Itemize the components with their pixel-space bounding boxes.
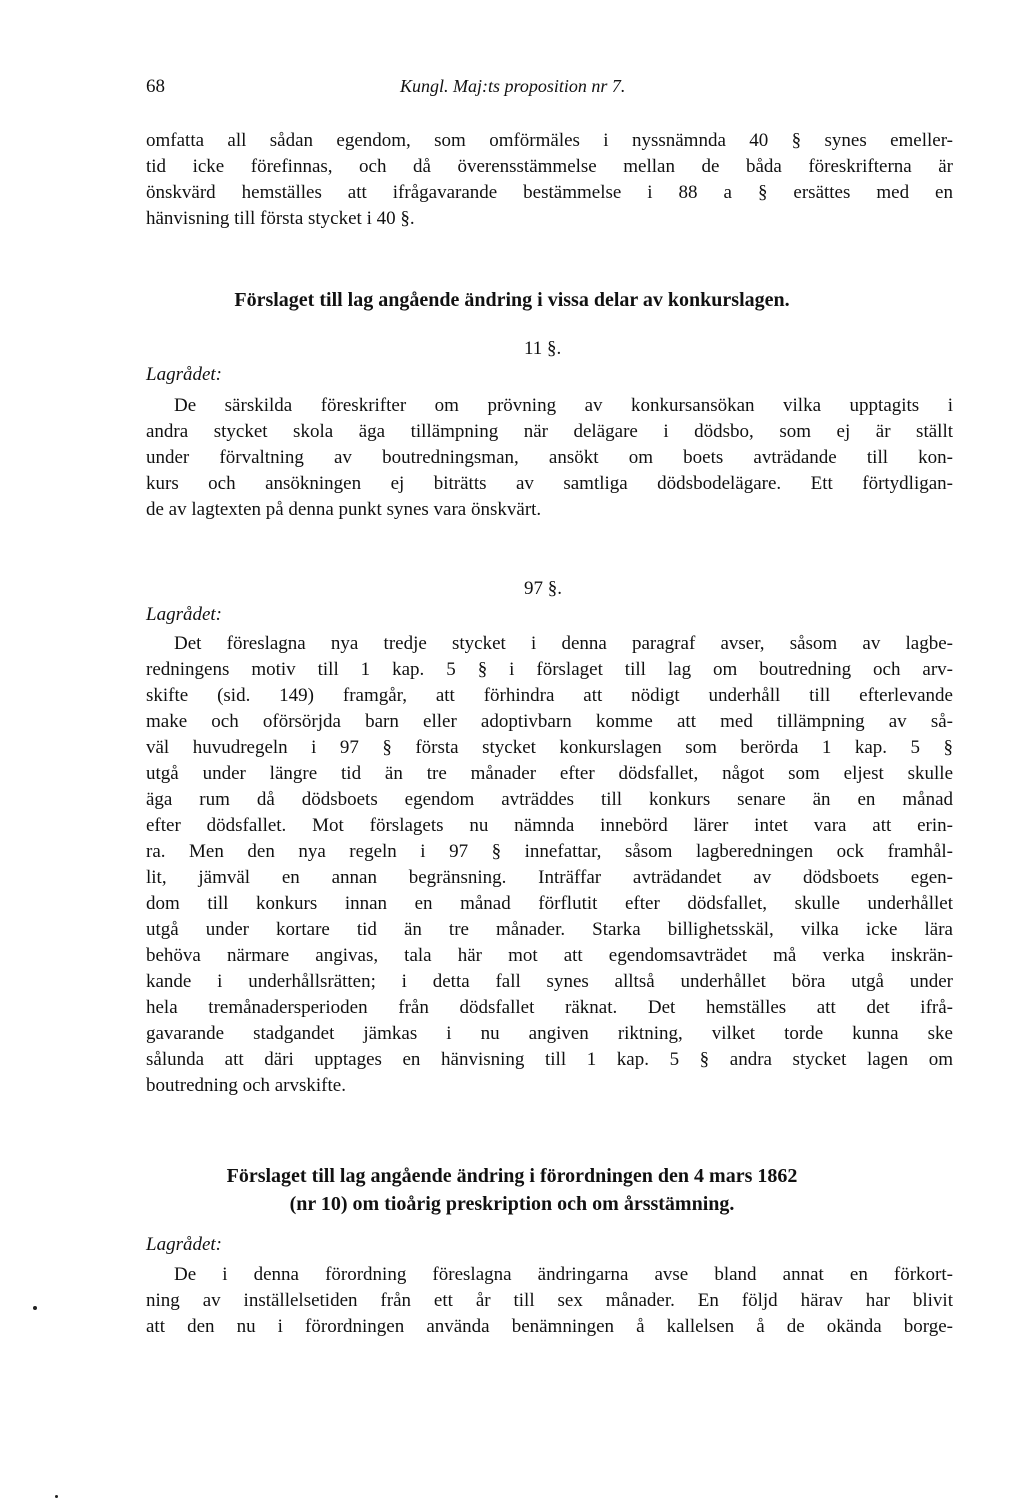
body-line: lit, jämväl en annan begränsning. Inträffar avträdandet av dödsboets egen- <box>146 867 953 888</box>
body-line: gavarande stadgandet jämkas i nu angiven riktning, vilket torde kunna ske <box>146 1023 953 1044</box>
body-line: skifte (sid. 149) framgår, att förhindra att nödigt underhåll till efterlevande <box>146 685 953 706</box>
body-line: make och oförsörjda barn eller adoptivbarn komme att med tillämpning av så- <box>146 711 953 732</box>
intro-line: hänvisning till första stycket i 40 §. <box>146 208 415 229</box>
body-line: De i denna förordning föreslagna ändringarna avse bland annat en förkort- <box>174 1264 953 1285</box>
body-line: under förvaltning av boutredningsman, ansökt om boets avträdande till kon- <box>146 447 953 468</box>
body-line: utgå under kortare tid än tre månader. Starka billighetsskäl, vilka icke lära <box>146 919 953 940</box>
body-line: sålunda att däri upptages en hänvisning till 1 kap. 5 § andra stycket lagen om <box>146 1049 953 1070</box>
paragraph-number: 97 §. <box>524 578 562 599</box>
running-title: Kungl. Maj:ts proposition nr 7. <box>400 76 626 96</box>
body-line: behöva närmare angivas, tala här mot att egendomsavträdet må verka inskrän- <box>146 945 953 966</box>
intro-line: tid icke förefinnas, och då överensstämmelse mellan de båda föreskrifterna är <box>146 156 953 177</box>
body-line: efter dödsfallet. Mot förslagets nu nämnda innebörd lärer intet vara att erin- <box>146 815 953 836</box>
body-line: kurs och ansökningen ej biträtts av samtliga dödsbodelägare. Ett förtydligan- <box>146 473 953 494</box>
body-line: hela tremånadersperioden från dödsfallet räknat. Det hemställes att det ifrå- <box>146 997 953 1018</box>
body-line: ra. Men den nya regeln i 97 § innefattar, såsom lagberedningen ock framhål- <box>146 841 953 862</box>
body-line: att den nu i förordningen använda benämningen å kallelsen å de okända borge- <box>146 1316 953 1337</box>
lagradet-label: Lagrådet: <box>146 604 222 625</box>
section-heading-preskription-line1: Förslaget till lag angående ändring i förordningen den 4 mars 1862 <box>226 1165 798 1187</box>
lagradet-label: Lagrådet: <box>146 1234 222 1255</box>
intro-line: önskvärd hemställes att ifrågavarande bestämmelse i 88 a § ersättes med en <box>146 182 953 203</box>
body-line: boutredning och arvskifte. <box>146 1075 346 1096</box>
body-line: utgå under längre tid än tre månader efter dödsfallet, något som eljest skulle <box>146 763 953 784</box>
body-line: de av lagtexten på denna punkt synes vara önskvärt. <box>146 499 542 520</box>
body-line: redningens motiv till 1 kap. 5 § i förslaget till lag om boutredning och arv- <box>146 659 953 680</box>
body-line: kande i underhållsrätten; i detta fall synes alltså underhållet böra utgå under <box>146 971 953 992</box>
body-line: väl huvudregeln i 97 § första stycket konkurslagen som berörda 1 kap. 5 § <box>146 737 953 758</box>
section-heading-konkurslagen: Förslaget till lag angående ändring i vissa delar av konkurslagen. <box>234 289 790 311</box>
body-line: ning av inställelsetiden från ett år till sex månader. En följd härav har blivit <box>146 1290 953 1311</box>
page-number: 68 <box>146 76 165 97</box>
scan-speck <box>33 1306 37 1310</box>
body-line: äga rum då dödsboets egendom avträddes till konkurs senare än en månad <box>146 789 953 810</box>
intro-line: omfatta all sådan egendom, som omförmäles i nyssnämnda 40 § synes emeller- <box>146 130 953 151</box>
body-line: dom till konkurs innan en månad förflutit efter dödsfallet, skulle underhållet <box>146 893 953 914</box>
body-line: Det föreslagna nya tredje stycket i denna paragraf avser, såsom av lagbe- <box>174 633 953 654</box>
lagradet-label: Lagrådet: <box>146 364 222 385</box>
body-line: andra stycket skola äga tillämpning när delägare i dödsbo, som ej är ställt <box>146 421 953 442</box>
section-heading-preskription-line2: (nr 10) om tioårig preskription och om årsstämning. <box>289 1193 735 1215</box>
body-line: De särskilda föreskrifter om prövning av konkursansökan vilka upptagits i <box>174 395 953 416</box>
scan-speck <box>55 1495 58 1498</box>
paragraph-number: 11 §. <box>524 338 562 359</box>
